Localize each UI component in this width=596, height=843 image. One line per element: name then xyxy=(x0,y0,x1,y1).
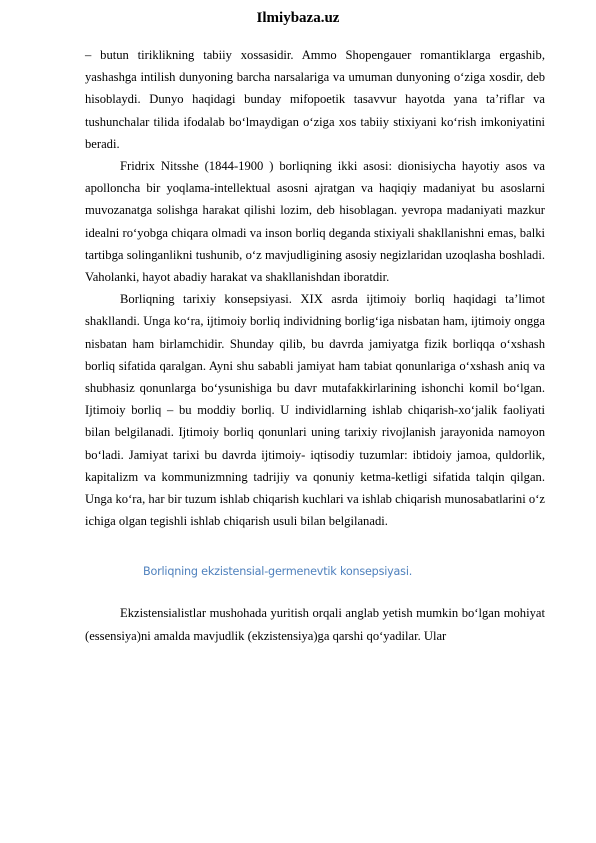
paragraph-existentialists: Ekzistensialistlar mushohada yuritish orqali anglab yetish mumkin bo‘lgan mohiyat (essensiya)ni amalda mavjudlik (ekzistensiya)ga qarshi qo‘yadilar. Ular xyxy=(85,606,545,643)
document-body xyxy=(85,44,545,647)
paragraph-continuation: – butun tiriklikning tabiiy xossasidir. Ammo Shopengauer romantiklarga ergashib, yashashga intilish dunyoning barcha narsalariga va umuman dunyoning o‘ziga xosdir, deb hisoblaydi. Dunyo haqidagi bunday mifopoetik tasavvur hayotda yana ta’riflar va tushunchalar tilida ifodalab bo‘lmaydigan o‘ziga xos tabiiy stixiyani ko‘rish imkoniyatini beradi. xyxy=(85,48,545,151)
section-heading: Borliqning ekzistensial-germenevtik konsepsiyasi. xyxy=(143,565,413,579)
site-title: Ilmiybaza.uz xyxy=(256,10,340,26)
paragraph-historical-concept: Borliqning tarixiy konsepsiyasi. XIX asrda ijtimoiy borliq haqidagi ta’limot shakllandi. Unga ko‘ra, ijtimoiy borliq individning borlig‘iga nisbatan ham, ijtimoiy ongga nisbatan ham birlamchidir. Shunday qilib, bu davrda jamiyatga fizik borliqqa o‘xshash borliq sifatida qaralgan. Ayni shu sababli jamiyat ham tabiat qonunlariga o‘xshash aniq va shubhasiz qonunlarga bo‘ysunishiga bu davr mutafakkirlarining ishonchi komil bo‘lgan. Ijtimoiy borliq – bu moddiy borliq. U individlarning ishlab chiqarish-xo‘jalik faoliyati bilan belgilanadi. Ijtimoiy borliq qonunlari uning tarixiy rivojlanish jarayonida namoyon bo‘ladi. Jamiyat tarixi bu davrda ijtimoiy- iqtisodiy tuzumlar: ibtidoiy jamoa, quldorlik, kapitalizm va kommunizmning tadrijiy va qonuniy ketma-ketligi sifatida talqin qilgan. Unga ko‘ra, har bir tuzum ishlab chiqarish kuchlari va ishlab chiqarish munosabatlarini o‘z ichiga olgan tegishli ishlab chiqarish usuli bilan belgilanadi. xyxy=(85,292,545,529)
paragraph-nietzsche: Fridrix Nitsshe (1844-1900 ) borliqning ikki asosi: dionisiycha hayotiy asos va apolloncha bir yoqlama-intellektual asosni ajratgan va haqiqiy madaniyat bu asoslarni muvozanatga solishga harakat qilishi lozim, deb hisoblagan. yevropa madaniyati mazkur idealni ro‘yobga chiqara olmadi va inson borliq deganda stixiyali shakllanishni emas, balki tartibga solinganlikni tushunib, o‘z mavjudligining asosiy negizlaridan uzoqlasha boshladi. Vaholanki, hayot abadiy harakat va shakllanishdan iboratdir. xyxy=(85,159,545,285)
